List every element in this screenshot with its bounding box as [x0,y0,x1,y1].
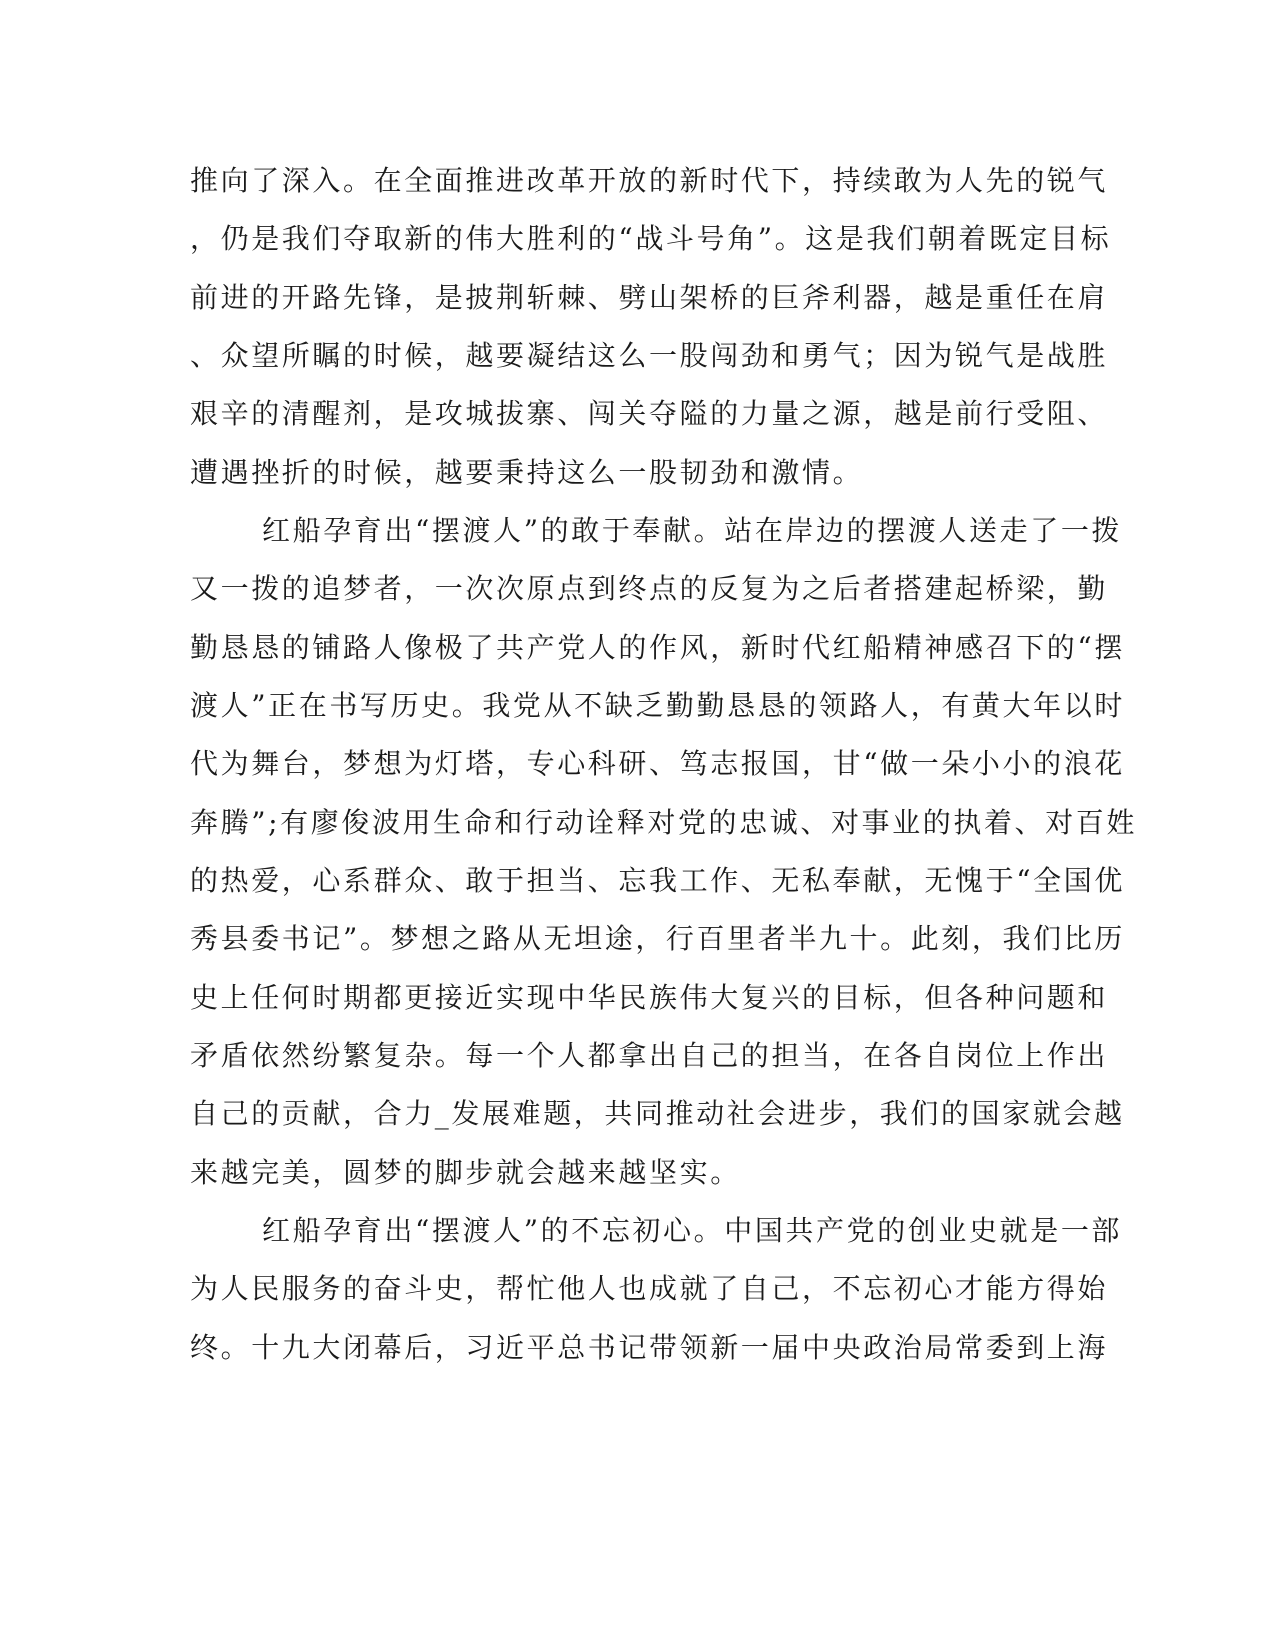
text-line: ，仍是我们夺取新的伟大胜利的“战斗号角”。这是我们朝着既定目标 [190,222,1112,255]
text-line: 矛盾依然纷繁复杂。每一个人都拿出自己的担当，在各自岗位上作出 [190,1039,1109,1072]
text-line: 为人民服务的奋斗史，帮忙他人也成就了自己，不忘初心才能方得始 [190,1272,1109,1305]
text-line: 渡人”正在书写历史。我党从不缺乏勤勤恳恳的领路人，有黄大年以时 [190,689,1125,722]
text-line: 终。十九大闭幕后，习近平总书记带领新一届中央政治局常委到上海 [190,1331,1109,1364]
paragraph-first-line: 红船孕育出“摆渡人”的不忘初心。中国共产党的创业史就是一部 [262,1214,1123,1247]
text-line: 秀县委书记”。梦想之路从无坦途，行百里者半九十。此刻，我们比历 [190,922,1125,955]
text-line: 奔腾”;有廖俊波用生命和行动诠释对党的忠诚、对事业的执着、对百姓 [190,806,1137,839]
text-line: 史上任何时期都更接近实现中华民族伟大复兴的目标，但各种问题和 [190,981,1109,1014]
text-line: 、众望所瞩的时候，越要凝结这么一股闯劲和勇气；因为锐气是战胜 [190,339,1109,372]
text-line: 代为舞台，梦想为灯塔，专心科研、笃志报国，甘“做一朵小小的浪花 [190,747,1125,780]
text-line: 艰辛的清醒剂，是攻城拔寨、闯关夺隘的力量之源，越是前行受阻、 [190,397,1109,430]
text-line: 自己的贡献，合力_发展难题，共同推动社会进步，我们的国家就会越 [190,1097,1125,1130]
text-line: 勤恳恳的铺路人像极了共产党人的作风，新时代红船精神感召下的“摆 [190,631,1125,664]
text-line: 推向了深入。在全面推进改革开放的新时代下，持续敢为人先的锐气 [190,164,1109,197]
text-line: 遭遇挫折的时候，越要秉持这么一股韧劲和激情。 [190,456,864,489]
paragraph-first-line: 红船孕育出“摆渡人”的敢于奉献。站在岸边的摆渡人送走了一拨 [262,514,1123,547]
text-line: 来越完美，圆梦的脚步就会越来越坚实。 [190,1156,741,1189]
text-line: 前进的开路先锋，是披荆斩棘、劈山架桥的巨斧利器，越是重任在肩 [190,281,1109,314]
text-line: 的热爱，心系群众、敢于担当、忘我工作、无私奉献，无愧于“全国优 [190,864,1125,897]
text-line: 又一拨的追梦者，一次次原点到终点的反复为之后者搭建起桥梁，勤 [190,572,1109,605]
